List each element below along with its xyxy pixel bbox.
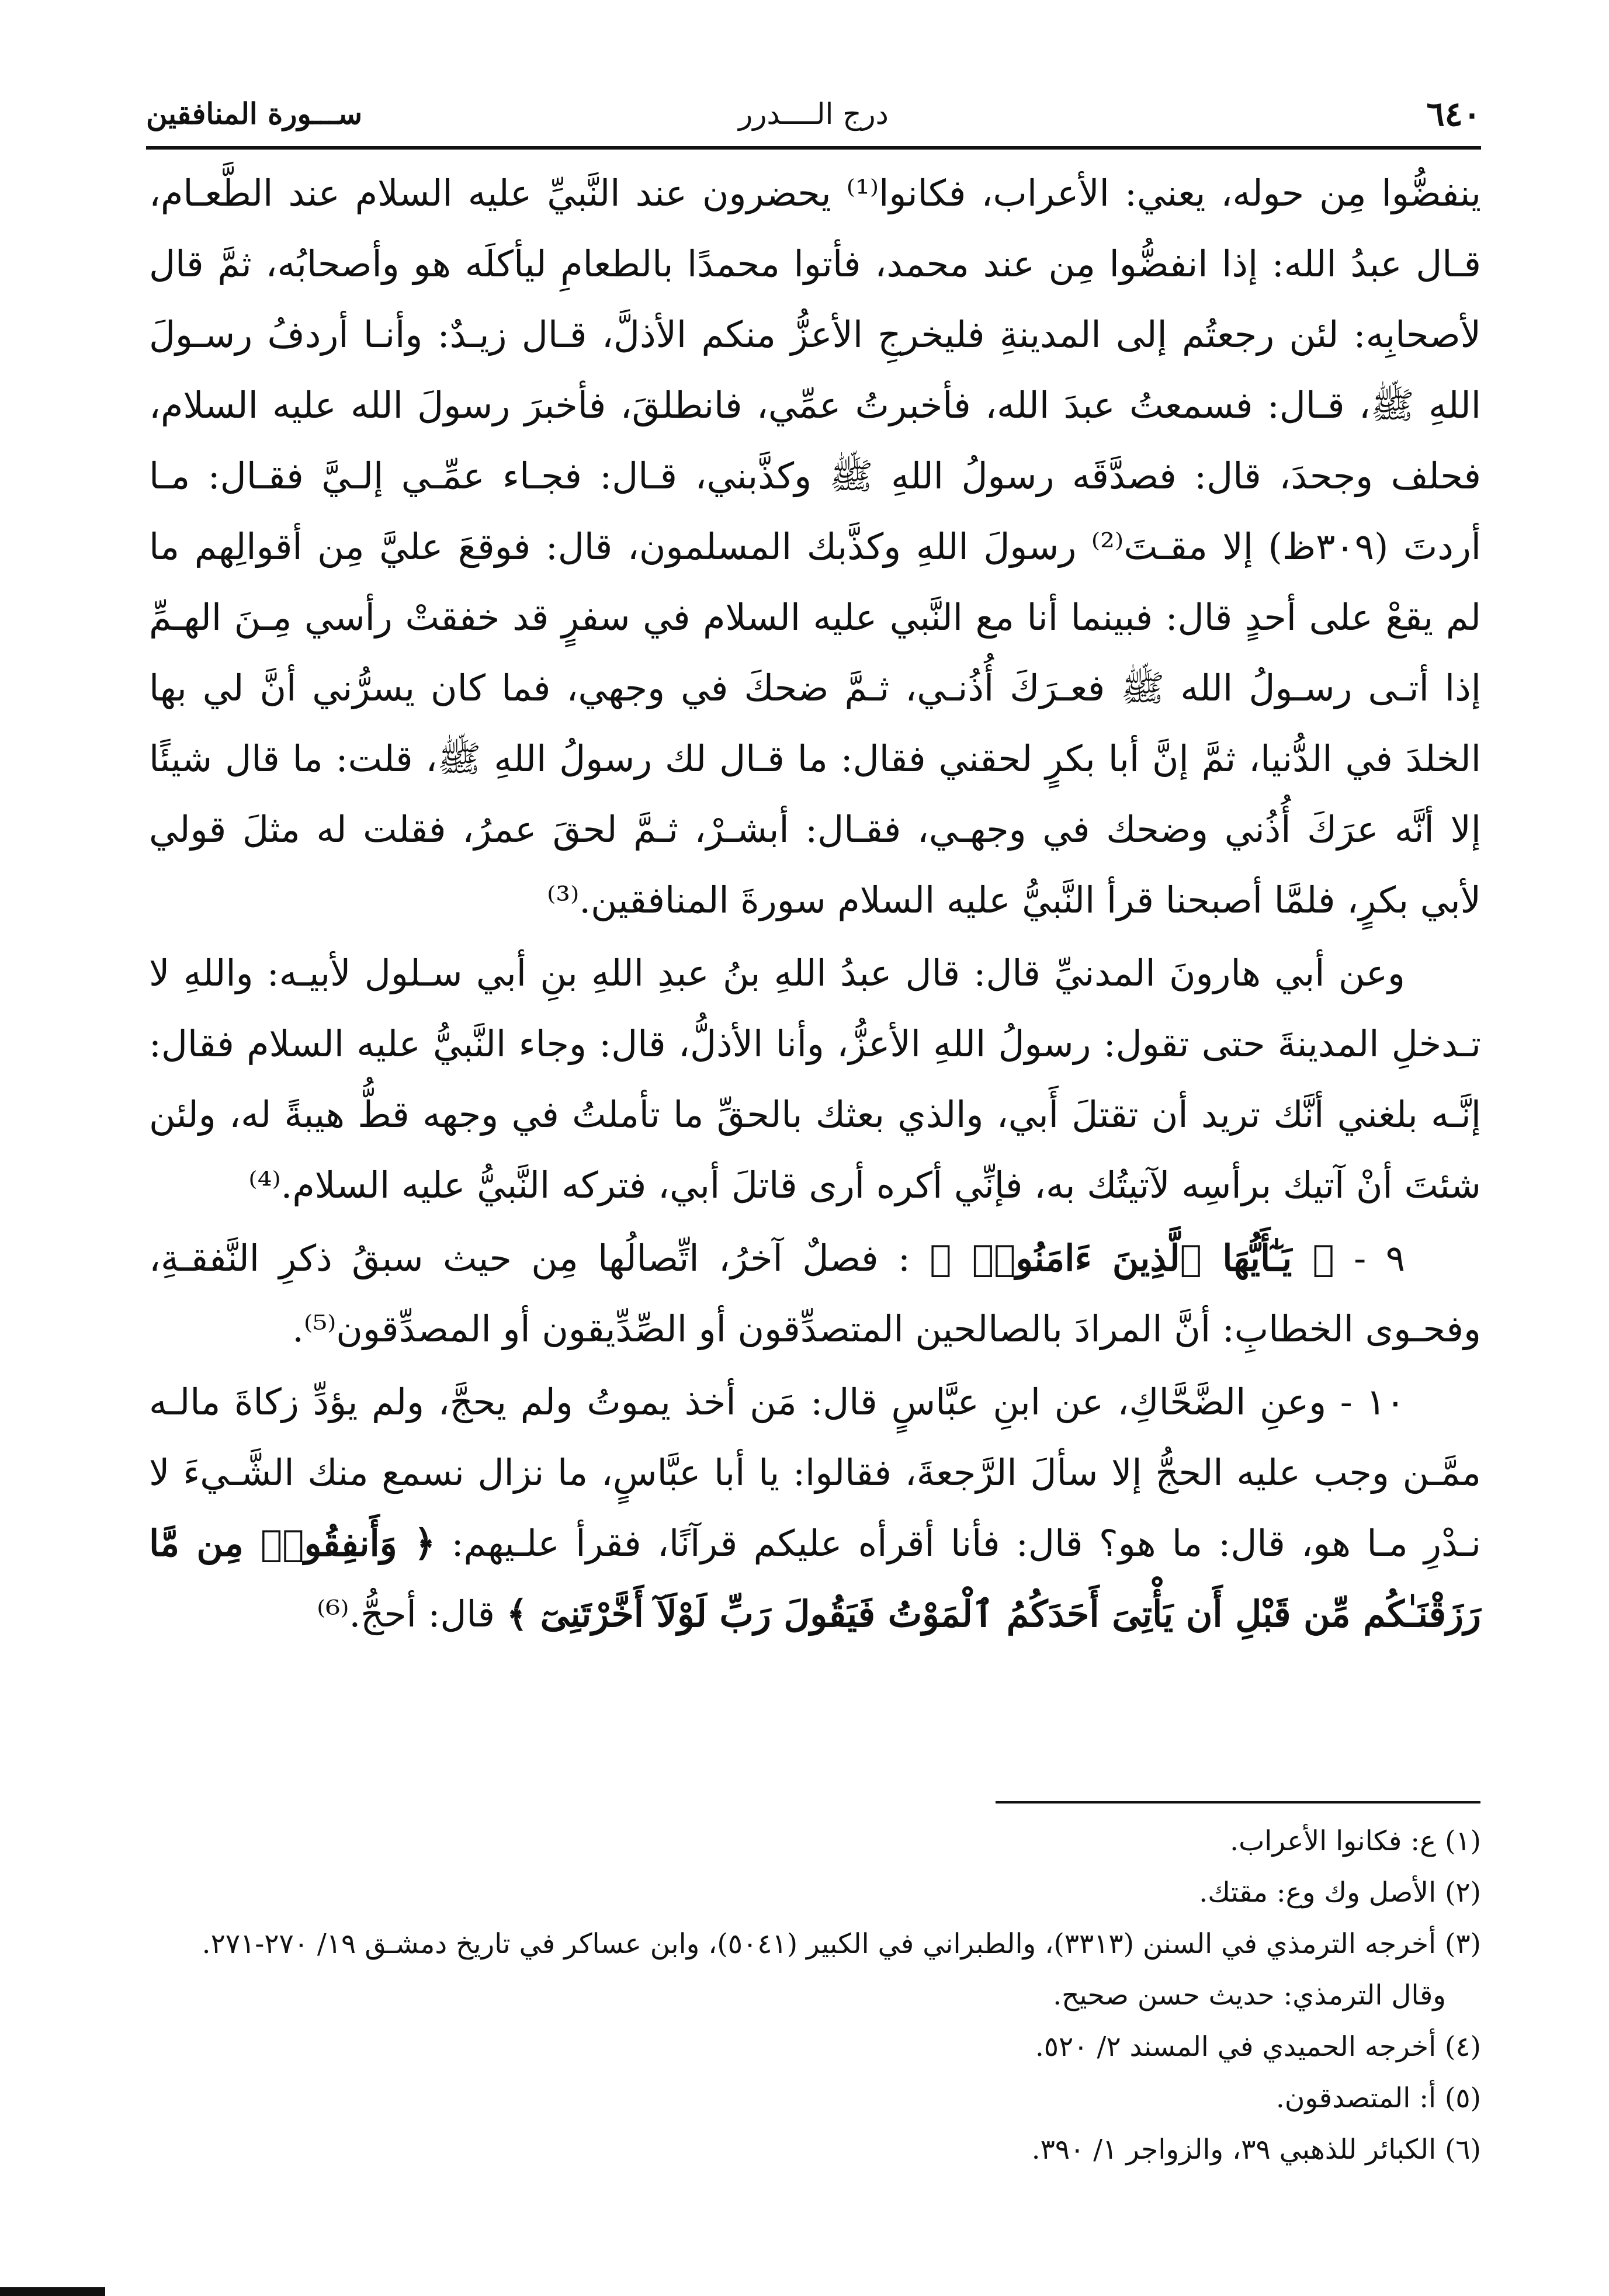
verse-9-commentary (149, 1223, 1481, 1364)
footnote-5: (٥) أ: المتصدقون. (1275, 2082, 1481, 2114)
footnote-4: (٤) أخرجه الحميدي في المسند ٢/ ٥٢٠. (1035, 2031, 1481, 2063)
verse-10-end: قال: أحجُّ.⁽⁶⁾ (317, 1593, 495, 1635)
footnotes (149, 1816, 1481, 2176)
header-rule (146, 146, 1481, 150)
verse-9-quran-quote: ﴿ يَـٰٓأَيُّهَا ٱلَّذِينَ ءَامَنُوا۟ ﴾ (930, 1237, 1334, 1279)
surah-title: ســـورة المنافقين (146, 96, 363, 131)
paragraph-2: وعن أبي هارونَ المدنيِّ قال: قال عبدُ اللهِ بنُ عبدِ اللهِ بنِ أبي سـلول لأبيـه: واللهِ لا تـدخلِ المدينةَ حتى تقول: رسولُ اللهِ الأعزُّ، وأنا الأذلُّ، قال: وجاء النَّبيُّ عليه السلام فقال: إنَّـه بلغني أنَّك تريد أن تقتلَ أَبي، والذي بعثك بالحقِّ ما تأملتُ في وجهه قطُّ هيبةً له، ولئن شئتَ أنْ آتيك برأسِه لآتيتُك به، فإنِّي أكره أرى قاتلَ أبي، فتركه النَّبيُّ عليه السلام.⁽⁴⁾ (149, 952, 1481, 1206)
footnote-3-continuation: وقال الترمذي: حديث حسن صحيح. (1053, 1979, 1446, 2011)
verse-9-text: : فصلٌ آخرُ، اتِّصالُها مِن حيث سبقُ ذكرِ النَّفقـةِ، وفحـوى الخطابِ: أنَّ المرادَ بالصالحين المتصدِّقون أو الصِّدِّيقون أو المصدِّقون⁽⁵⁾. (149, 1237, 1481, 1350)
body-text (149, 158, 1481, 1649)
footnote-3: (٣) أخرجه الترمذي في السنن (٣٣١٣)، والطبراني في الكبير (٥٠٤١)، وابن عساكر في تاريخ دمشـق ١٩/ ٢٧٠-٢٧١. (202, 1928, 1481, 1960)
page-header (146, 88, 1481, 140)
verse-9-number: ٩ - (1354, 1237, 1405, 1279)
paragraph-1: ينفضُّوا مِن حوله، يعني: الأعراب، فكانوا⁽¹⁾ يحضرون عند النَّبيِّ عليه السلام عند الطَّعـام، قـال عبدُ الله: إذا انفضُّوا مِن عند محمد، فأتوا محمدًا بالطعامِ ليأكلَه هو وأصحابُه، ثمَّ قال لأصحابِه: لئن رجعتُم إلى المدينةِ فليخرجِ الأعزُّ منكم الأذلَّ، قـال زيـدٌ: وأنـا أردفُ رسـولَ اللهِ ﷺ، قـال: فسمعتُ عبدَ الله، فأخبرتُ عمِّي، فانطلقَ، فأخبرَ رسولَ الله عليه السلام، فحلف وجحدَ، قال: فصدَّقَه رسولُ اللهِ ﷺ وكذَّبني، قـال: فجـاء عمِّـي إلـيَّ فقـال: مـا أردتَ (٣٠٩ظ) إلا مقـتَ⁽²⁾ رسولَ اللهِ وكذَّبك المسلمون، قال: فوقعَ عليَّ مِن أقوالِهم ما لم يقعْ على أحدٍ قال: فبينما أنا مع النَّبي عليه السلام في سفرٍ قد خفقتْ رأسي مِـنَ الهـمِّ إذا أتـى رسـولُ الله ﷺ فعـرَكَ أُذُنـي، ثـمَّ ضحكَ في وجهي، فما كان يسرُّني أنَّ لي بها الخلدَ في الدُّنيا، ثمَّ إنَّ أبا بكرٍ لحقني فقال: ما قـال لك رسولُ اللهِ ﷺ، قلت: ما قال شيئًا إلا أنَّه عرَكَ أُذُني وضحك في وجهـي، فقـال: أبشـرْ، ثـمَّ لحقَ عمرُ، فقلت له مثلَ قولي لأبي بكرٍ، فلمَّا أصبحنا قرأ النَّبيُّ عليه السلام سورةَ المنافقين.⁽³⁾ (149, 172, 1482, 921)
scan-edge-mark (0, 2287, 105, 2296)
footnote-6: (٦) الكبائر للذهبي ٣٩، والزواجر ١/ ٣٩٠. (1031, 2134, 1481, 2166)
verse-10-text: ١٠ - وعنِ الضَّحَّاكِ، عن ابنِ عبَّاسٍ قال: مَن أخذ يموتُ ولم يحجَّ، ولم يؤدِّ زكاةَ مالـه ممَّـن وجب عليه الحجُّ إلا سألَ الرَّجعةَ، فقالوا: يا أبا عبَّاسٍ، ما نزال نسمع منك الشَّـيءَ لا نـدْرِ مـا هو، قال: ما هو؟ قال: فأنا أقرأه عليكم قرآنًا، فقرأ علـيهم: (149, 1381, 1481, 1565)
footnote-1: (١) ع: فكانوا الأعراب. (1230, 1825, 1481, 1857)
book-title: درج الــــدرر (738, 97, 889, 131)
page-number: ٦٤٠ (1426, 94, 1481, 134)
footnote-rule (996, 1801, 1480, 1803)
footnote-2: (٢) الأصل وك وع: مقتك. (1199, 1877, 1481, 1909)
verse-10-commentary (149, 1366, 1481, 1649)
verse-10-quran-quote: ﴿ وَأَنفِقُوا۟ مِن مَّا رَزَقْنَـٰكُم مِّن قَبْلِ أَن يَأْتِىَ أَحَدَكُمُ ٱلْمَوْتُ فَيَقُولَ رَبِّ لَوْلَآ أَخَّرْتَنِىٓ ﴾ (149, 1522, 1481, 1635)
